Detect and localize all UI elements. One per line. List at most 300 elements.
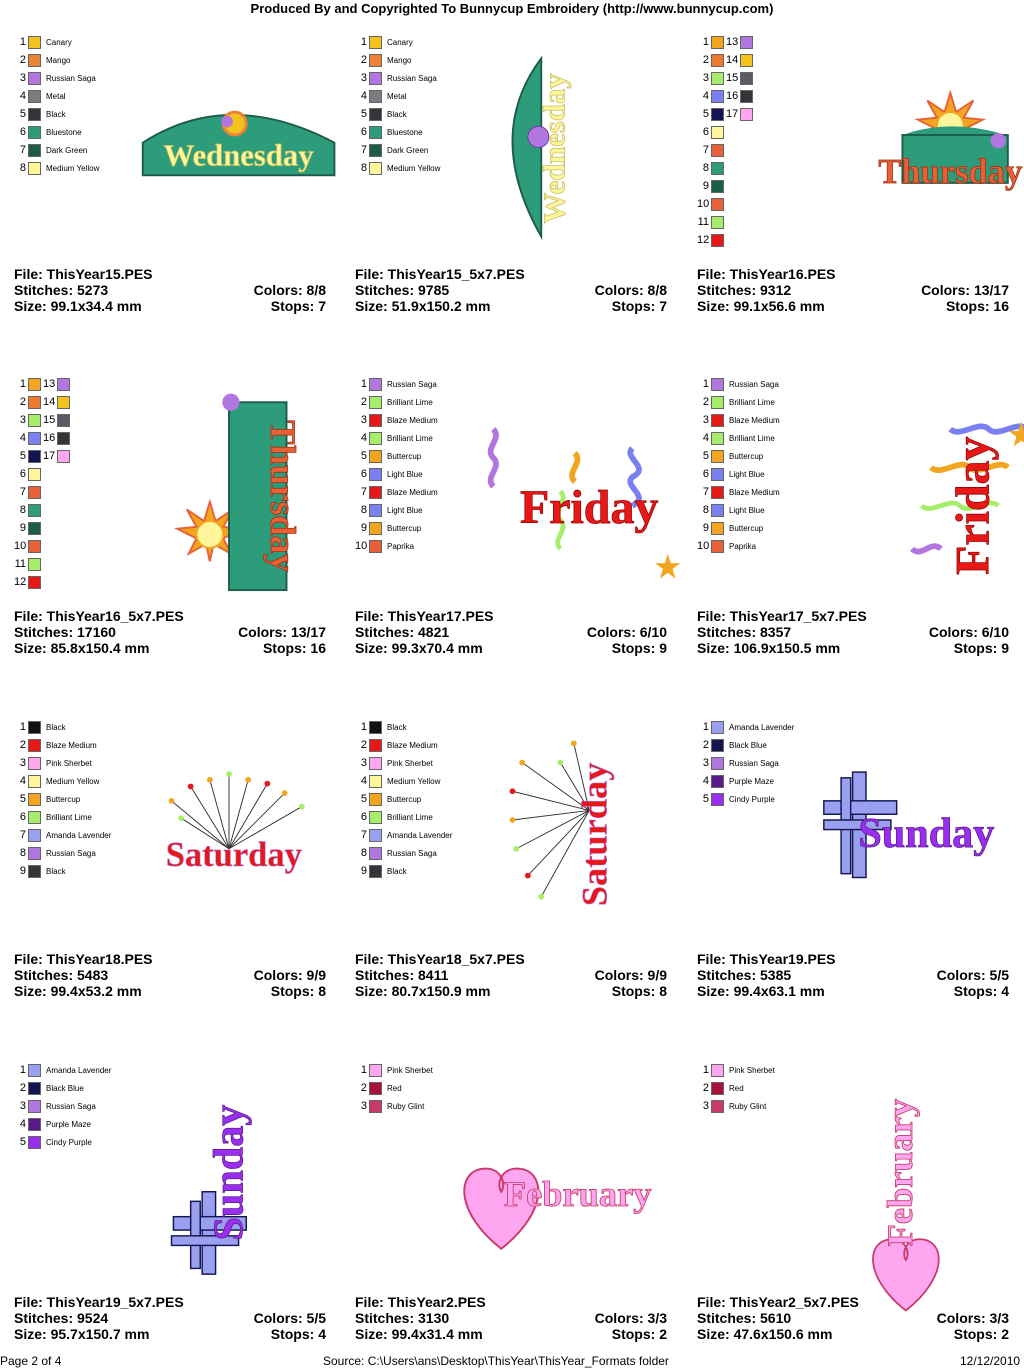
print-date: 12/12/2010 bbox=[960, 1354, 1021, 1368]
palette-number: 16 bbox=[43, 432, 56, 444]
design-text: Thursday bbox=[878, 152, 1023, 191]
design-preview bbox=[109, 20, 349, 250]
color-count bbox=[921, 282, 1009, 298]
palette-row bbox=[355, 465, 438, 483]
color-swatch bbox=[28, 793, 41, 806]
palette-number: 1 bbox=[360, 721, 367, 733]
palette-number: 4 bbox=[360, 90, 367, 102]
palette-number: 2 bbox=[19, 739, 26, 751]
color-swatch bbox=[711, 54, 724, 67]
stop-count-label: Stops: bbox=[262, 640, 311, 656]
embroidery-artwork bbox=[792, 705, 1024, 935]
palette-number: 15 bbox=[726, 72, 739, 84]
palette-row bbox=[14, 736, 111, 754]
color-swatch bbox=[57, 378, 70, 391]
embroidery-artwork bbox=[450, 362, 690, 592]
thread-name: Black bbox=[46, 866, 66, 876]
palette-number: 15 bbox=[43, 414, 56, 426]
thread-name: Amanda Lavender bbox=[46, 830, 112, 840]
stitch-count-label: Stitches: bbox=[355, 967, 419, 983]
palette-row bbox=[355, 537, 438, 555]
thread-name: Red bbox=[729, 1083, 744, 1093]
stop-count bbox=[954, 640, 1009, 656]
palette-number: 7 bbox=[19, 144, 26, 156]
palette-row bbox=[697, 177, 753, 195]
palette-row bbox=[697, 33, 753, 51]
color-count-label: Colors: bbox=[253, 1310, 307, 1326]
stitch-count bbox=[697, 624, 791, 640]
thread-name: Medium Yellow bbox=[46, 776, 100, 786]
palette-row bbox=[14, 519, 70, 537]
color-swatch bbox=[28, 450, 41, 463]
file-name bbox=[697, 608, 867, 624]
palette-row bbox=[14, 393, 70, 411]
color-swatch bbox=[28, 757, 41, 770]
color-swatch bbox=[711, 396, 724, 409]
palette-row bbox=[355, 51, 440, 69]
palette-number: 1 bbox=[702, 1064, 709, 1076]
design-preview bbox=[109, 705, 349, 935]
design-size-label: Size: bbox=[355, 983, 392, 999]
design-card bbox=[697, 10, 1024, 350]
thread-name: Pink Sherbet bbox=[387, 1065, 433, 1075]
palette-number: 1 bbox=[702, 721, 709, 733]
palette-number: 3 bbox=[702, 72, 709, 84]
design-text: Wednesday bbox=[537, 73, 572, 224]
design-size bbox=[697, 983, 825, 999]
thread-name: Metal bbox=[46, 91, 66, 101]
palette-number: 5 bbox=[19, 1136, 26, 1148]
palette-number: 3 bbox=[360, 72, 367, 84]
design-card bbox=[355, 352, 695, 692]
palette-row bbox=[355, 483, 438, 501]
thread-name: Russian Saga bbox=[46, 848, 96, 858]
thread-name: Black bbox=[387, 722, 407, 732]
color-palette bbox=[355, 1061, 433, 1115]
design-card bbox=[697, 1038, 1024, 1370]
design-text: Friday bbox=[946, 436, 1000, 575]
palette-number: 13 bbox=[726, 36, 739, 48]
palette-row bbox=[14, 375, 70, 393]
palette-number: 10 bbox=[697, 540, 710, 552]
color-swatch bbox=[28, 1100, 41, 1113]
palette-number: 6 bbox=[360, 811, 367, 823]
stitch-count-label: Stitches: bbox=[14, 967, 78, 983]
color-swatch bbox=[711, 144, 724, 157]
color-swatch bbox=[711, 378, 724, 391]
design-preview bbox=[450, 705, 690, 935]
color-swatch bbox=[57, 414, 70, 427]
color-swatch bbox=[28, 522, 41, 535]
file-name-label: File: bbox=[697, 608, 730, 624]
design-size bbox=[355, 298, 490, 314]
thread-name: Medium Yellow bbox=[387, 163, 441, 173]
color-count-value: 6/10 bbox=[981, 624, 1009, 640]
stop-count-label: Stops: bbox=[945, 298, 994, 314]
thread-name: Russian Saga bbox=[387, 848, 437, 858]
palette-number: 3 bbox=[360, 757, 367, 769]
design-preview bbox=[792, 362, 1024, 592]
design-size-label: Size: bbox=[697, 1326, 734, 1342]
thread-name: Ruby Glint bbox=[729, 1101, 767, 1111]
file-name bbox=[14, 1294, 184, 1310]
design-text: Friday bbox=[519, 481, 659, 534]
palette-number: 5 bbox=[360, 108, 367, 120]
palette-row bbox=[355, 159, 440, 177]
design-size-value: 85.8x150.4 mm bbox=[50, 640, 150, 656]
palette-number: 2 bbox=[19, 396, 26, 408]
color-swatch bbox=[28, 829, 41, 842]
thread-name: Russian Saga bbox=[387, 379, 437, 389]
palette-number: 9 bbox=[19, 865, 26, 877]
palette-row bbox=[355, 411, 438, 429]
color-swatch bbox=[369, 865, 382, 878]
design-text: Saturday bbox=[165, 836, 302, 874]
color-swatch bbox=[57, 450, 70, 463]
palette-number: 7 bbox=[360, 144, 367, 156]
palette-row bbox=[14, 465, 70, 483]
thread-name: Russian Saga bbox=[729, 758, 779, 768]
color-swatch bbox=[28, 775, 41, 788]
stop-count-label: Stops: bbox=[270, 298, 319, 314]
stitch-count-label: Stitches: bbox=[697, 1310, 761, 1326]
palette-number: 3 bbox=[360, 1100, 367, 1112]
thread-name: Buttercup bbox=[729, 523, 764, 533]
thread-name: Amanda Lavender bbox=[387, 830, 453, 840]
color-swatch bbox=[28, 811, 41, 824]
color-swatch bbox=[711, 414, 724, 427]
color-swatch bbox=[369, 378, 382, 391]
color-swatch bbox=[369, 829, 382, 842]
palette-number: 5 bbox=[360, 450, 367, 462]
color-swatch bbox=[711, 216, 724, 229]
stop-count-value: 4 bbox=[318, 1326, 326, 1342]
color-swatch bbox=[28, 468, 41, 481]
palette-number: 9 bbox=[19, 522, 26, 534]
stitch-count bbox=[697, 282, 791, 298]
color-count bbox=[929, 624, 1009, 640]
design-size-label: Size: bbox=[355, 298, 392, 314]
palette-number: 7 bbox=[360, 829, 367, 841]
palette-number: 11 bbox=[14, 558, 26, 570]
stitch-count-label: Stitches: bbox=[14, 282, 78, 298]
color-palette bbox=[355, 375, 438, 555]
embroidery-artwork bbox=[109, 20, 349, 250]
palette-row bbox=[355, 772, 452, 790]
file-name bbox=[355, 951, 525, 967]
embroidery-artwork bbox=[792, 20, 1024, 250]
color-count-value: 13/17 bbox=[290, 624, 326, 640]
thread-name: Buttercup bbox=[387, 523, 422, 533]
palette-number: 4 bbox=[19, 90, 26, 102]
palette-row bbox=[697, 736, 794, 754]
design-card bbox=[355, 1038, 695, 1370]
palette-number: 13 bbox=[43, 378, 56, 390]
stop-count-label: Stops: bbox=[270, 983, 319, 999]
embroidery-artwork bbox=[792, 362, 1024, 592]
thread-name: Russian Saga bbox=[729, 379, 779, 389]
color-swatch bbox=[28, 90, 41, 103]
color-swatch bbox=[369, 1064, 382, 1077]
color-palette bbox=[697, 718, 794, 808]
palette-number: 6 bbox=[360, 468, 367, 480]
palette-number: 3 bbox=[702, 1100, 709, 1112]
thread-name: Red bbox=[387, 1083, 402, 1093]
design-size bbox=[697, 298, 825, 314]
stop-count bbox=[271, 298, 326, 314]
design-preview bbox=[109, 1048, 349, 1278]
palette-row bbox=[355, 501, 438, 519]
thread-name: Brilliant Lime bbox=[387, 812, 433, 822]
design-card bbox=[355, 10, 695, 350]
stitch-count bbox=[697, 1310, 791, 1326]
design-card bbox=[14, 695, 354, 1035]
color-palette bbox=[697, 375, 780, 555]
design-size-value: 99.1x34.4 mm bbox=[50, 298, 142, 314]
color-count-value: 9/9 bbox=[306, 967, 326, 983]
palette-row bbox=[355, 375, 438, 393]
palette-number: 7 bbox=[19, 486, 26, 498]
palette-number: 3 bbox=[19, 72, 26, 84]
color-swatch bbox=[28, 72, 41, 85]
color-swatch bbox=[369, 108, 382, 121]
design-preview bbox=[450, 1048, 690, 1278]
palette-row bbox=[355, 1097, 433, 1115]
design-preview bbox=[792, 1048, 1024, 1278]
palette-row bbox=[355, 87, 440, 105]
color-swatch bbox=[711, 36, 724, 49]
color-swatch bbox=[740, 54, 753, 67]
color-swatch bbox=[711, 757, 724, 770]
color-swatch bbox=[369, 811, 382, 824]
palette-number: 3 bbox=[19, 414, 26, 426]
palette-row bbox=[697, 501, 780, 519]
thread-name: Black bbox=[46, 722, 66, 732]
palette-row bbox=[14, 159, 99, 177]
palette-number: 8 bbox=[360, 504, 367, 516]
stop-count-value: 8 bbox=[659, 983, 667, 999]
thread-name: Light Blue bbox=[729, 469, 765, 479]
color-swatch bbox=[369, 90, 382, 103]
stop-count-value: 8 bbox=[318, 983, 326, 999]
file-name-label: File: bbox=[355, 266, 388, 282]
palette-row bbox=[355, 69, 440, 87]
thread-name: Blaze Medium bbox=[387, 415, 438, 425]
thread-name: Black Blue bbox=[46, 1083, 84, 1093]
file-name-value: ThisYear19.PES bbox=[729, 951, 836, 967]
palette-number: 17 bbox=[726, 108, 739, 120]
palette-number: 8 bbox=[702, 162, 709, 174]
color-count-value: 13/17 bbox=[973, 282, 1009, 298]
design-size bbox=[14, 640, 149, 656]
color-swatch bbox=[57, 432, 70, 445]
palette-row bbox=[14, 573, 70, 591]
design-preview bbox=[792, 705, 1024, 935]
palette-row bbox=[355, 1061, 433, 1079]
color-swatch bbox=[711, 1082, 724, 1095]
design-card bbox=[14, 352, 354, 692]
color-count-value: 3/3 bbox=[647, 1310, 667, 1326]
source-path: Source: C:\Users\ans\Desktop\ThisYear\ThisYear_Formats folder bbox=[323, 1354, 669, 1368]
color-swatch bbox=[711, 108, 724, 121]
palette-row bbox=[14, 447, 70, 465]
palette-number: 9 bbox=[360, 865, 367, 877]
color-swatch bbox=[711, 432, 724, 445]
color-palette bbox=[14, 375, 70, 591]
thread-name: Buttercup bbox=[387, 451, 422, 461]
palette-number: 2 bbox=[360, 54, 367, 66]
stitch-count-label: Stitches: bbox=[14, 1310, 78, 1326]
color-count-label: Colors: bbox=[586, 624, 640, 640]
thread-name: Ruby Glint bbox=[387, 1101, 425, 1111]
color-swatch bbox=[711, 721, 724, 734]
color-count-value: 5/5 bbox=[989, 967, 1009, 983]
color-swatch bbox=[369, 775, 382, 788]
stop-count-value: 2 bbox=[1001, 1326, 1009, 1342]
stop-count-label: Stops: bbox=[270, 1326, 319, 1342]
stop-count bbox=[954, 983, 1009, 999]
palette-number: 4 bbox=[360, 775, 367, 787]
design-preview bbox=[450, 362, 690, 592]
palette-number: 8 bbox=[19, 847, 26, 859]
color-swatch bbox=[28, 54, 41, 67]
file-name-label: File: bbox=[355, 951, 388, 967]
palette-number: 5 bbox=[19, 450, 26, 462]
file-name bbox=[355, 608, 494, 624]
stitch-count-label: Stitches: bbox=[355, 282, 419, 298]
file-name-value: ThisYear17.PES bbox=[387, 608, 494, 624]
palette-number: 6 bbox=[19, 468, 26, 480]
palette-row bbox=[697, 51, 753, 69]
design-size-value: 99.1x56.6 mm bbox=[733, 298, 825, 314]
thread-name: Buttercup bbox=[729, 451, 764, 461]
palette-row bbox=[355, 393, 438, 411]
design-size-label: Size: bbox=[355, 1326, 392, 1342]
design-text: February bbox=[880, 1098, 920, 1247]
design-info bbox=[355, 1294, 667, 1342]
design-info bbox=[14, 266, 326, 314]
thread-name: Brilliant Lime bbox=[729, 433, 775, 443]
palette-number: 1 bbox=[360, 1064, 367, 1076]
color-swatch bbox=[711, 90, 724, 103]
file-name-value: ThisYear15.PES bbox=[46, 266, 153, 282]
file-name bbox=[697, 266, 836, 282]
thread-name: Black Blue bbox=[729, 740, 767, 750]
palette-number: 10 bbox=[14, 540, 27, 552]
palette-number: 7 bbox=[702, 144, 709, 156]
color-swatch bbox=[711, 540, 724, 553]
palette-number: 1 bbox=[360, 378, 367, 390]
stop-count-label: Stops: bbox=[611, 298, 660, 314]
color-palette bbox=[14, 1061, 111, 1151]
stitch-count bbox=[14, 624, 116, 640]
color-palette bbox=[697, 33, 753, 249]
palette-number: 1 bbox=[702, 36, 709, 48]
color-swatch bbox=[711, 793, 724, 806]
stop-count bbox=[612, 298, 667, 314]
thread-name: Cindy Purple bbox=[729, 794, 775, 804]
stop-count-label: Stops: bbox=[953, 983, 1002, 999]
file-name-label: File: bbox=[697, 1294, 730, 1310]
thread-name: Canary bbox=[387, 37, 413, 47]
thread-name: Brilliant Lime bbox=[729, 397, 775, 407]
stop-count-value: 7 bbox=[659, 298, 667, 314]
color-swatch bbox=[28, 126, 41, 139]
palette-number: 6 bbox=[702, 126, 709, 138]
stop-count-value: 7 bbox=[318, 298, 326, 314]
palette-number: 8 bbox=[702, 504, 709, 516]
color-count bbox=[254, 1310, 326, 1326]
thread-name: Blaze Medium bbox=[729, 415, 780, 425]
color-swatch bbox=[369, 739, 382, 752]
color-count-value: 8/8 bbox=[306, 282, 326, 298]
thread-name: Cindy Purple bbox=[46, 1137, 92, 1147]
color-palette bbox=[14, 718, 111, 880]
palette-number: 5 bbox=[702, 108, 709, 120]
color-swatch bbox=[369, 450, 382, 463]
design-text: Wednesday bbox=[163, 138, 314, 173]
stitch-count bbox=[14, 282, 108, 298]
design-size-value: 95.7x150.7 mm bbox=[50, 1326, 150, 1342]
stitch-count-value: 5610 bbox=[760, 1310, 792, 1326]
stop-count bbox=[612, 640, 667, 656]
palette-number: 2 bbox=[360, 1082, 367, 1094]
stitch-count-value: 4821 bbox=[418, 624, 450, 640]
thread-name: Purple Maze bbox=[729, 776, 774, 786]
color-count-label: Colors: bbox=[253, 967, 307, 983]
stop-count-label: Stops: bbox=[611, 640, 660, 656]
file-name-value: ThisYear16.PES bbox=[729, 266, 836, 282]
palette-row bbox=[355, 736, 452, 754]
file-name-value: ThisYear2_5x7.PES bbox=[729, 1294, 859, 1310]
color-swatch bbox=[28, 558, 41, 571]
palette-row bbox=[697, 213, 753, 231]
color-swatch bbox=[369, 793, 382, 806]
color-count-label: Colors: bbox=[594, 967, 648, 983]
palette-number: 3 bbox=[19, 757, 26, 769]
palette-number: 10 bbox=[355, 540, 368, 552]
design-info bbox=[14, 951, 326, 999]
color-swatch bbox=[28, 721, 41, 734]
thread-name: Pink Sherbet bbox=[729, 1065, 775, 1075]
thread-name: Russian Saga bbox=[387, 73, 437, 83]
palette-row bbox=[355, 141, 440, 159]
color-count-label: Colors: bbox=[253, 282, 307, 298]
stitch-count bbox=[355, 967, 448, 983]
design-preview bbox=[109, 362, 349, 592]
thread-name: Buttercup bbox=[387, 794, 422, 804]
palette-row bbox=[697, 69, 753, 87]
color-swatch bbox=[369, 36, 382, 49]
thread-name: Russian Saga bbox=[46, 73, 96, 83]
palette-row bbox=[14, 718, 111, 736]
color-swatch bbox=[711, 162, 724, 175]
palette-row bbox=[697, 123, 753, 141]
design-text: Thursday bbox=[263, 420, 304, 573]
color-swatch bbox=[711, 522, 724, 535]
palette-row bbox=[14, 790, 111, 808]
color-swatch bbox=[369, 396, 382, 409]
design-size bbox=[14, 983, 142, 999]
palette-row bbox=[697, 447, 780, 465]
design-size bbox=[355, 983, 490, 999]
design-size-label: Size: bbox=[14, 298, 51, 314]
color-swatch bbox=[369, 1082, 382, 1095]
color-swatch bbox=[711, 1064, 724, 1077]
color-swatch bbox=[28, 432, 41, 445]
stop-count bbox=[954, 1326, 1009, 1342]
color-count bbox=[595, 282, 667, 298]
